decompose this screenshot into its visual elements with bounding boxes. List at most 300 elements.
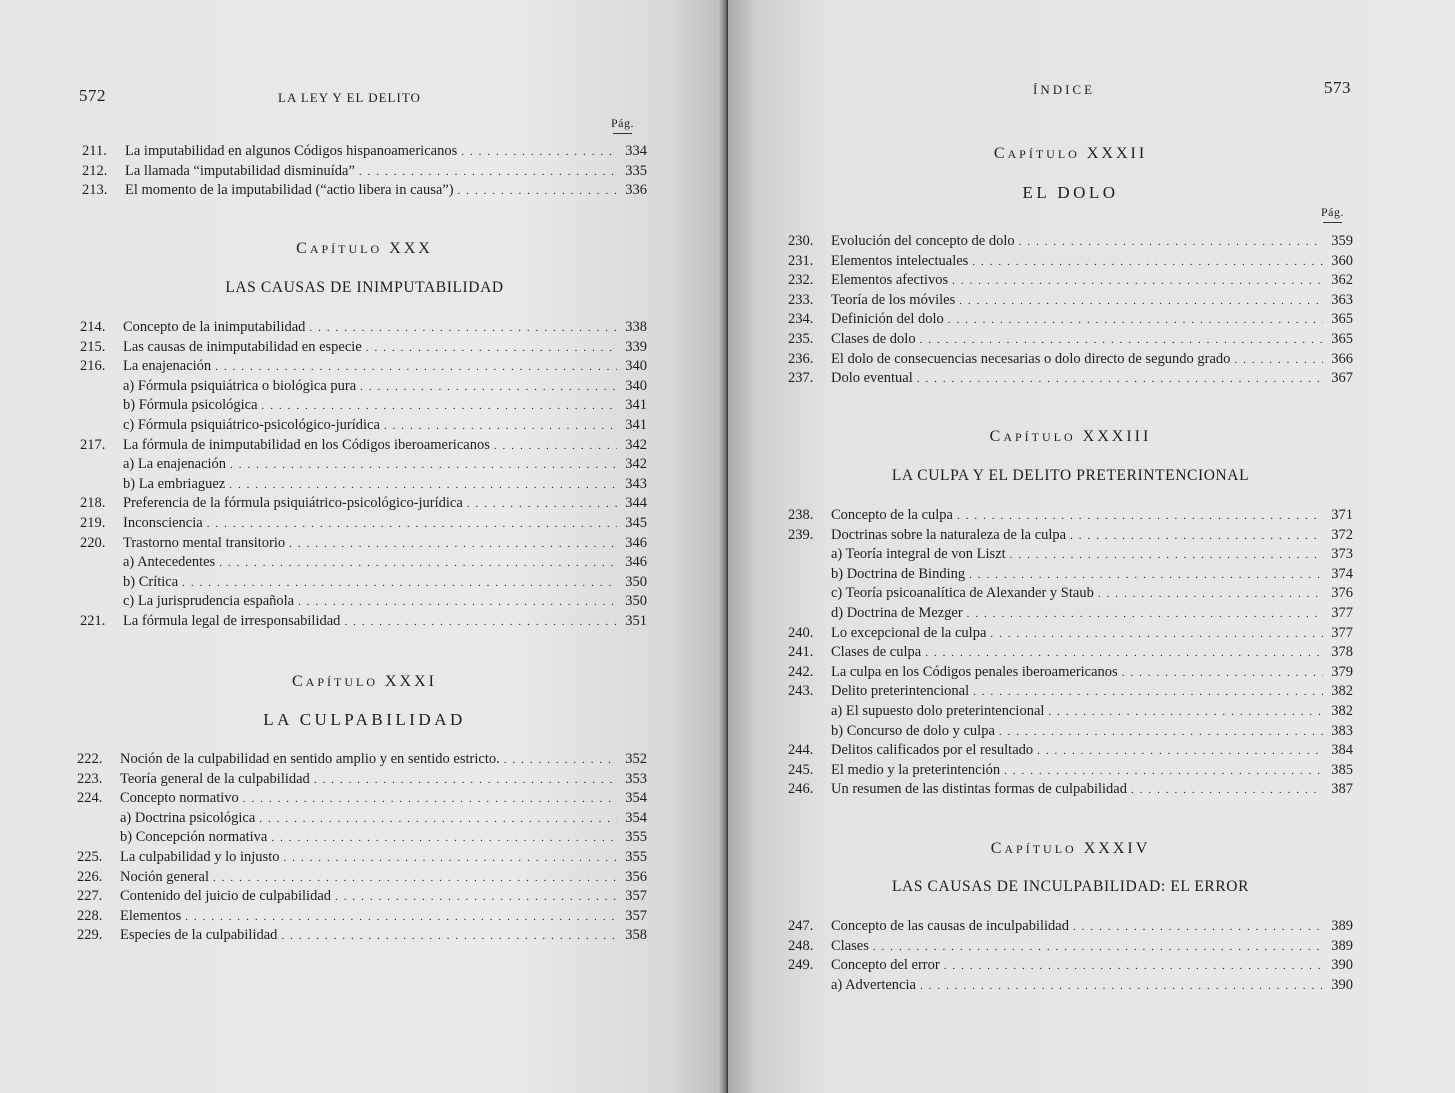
entry-page: 390 [1331, 957, 1353, 974]
toc-entry [788, 956, 1353, 976]
toc-entry [77, 750, 647, 770]
entry-title: b) Doctrina de Binding [831, 565, 966, 582]
entry-title: Doctrinas sobre la naturaleza de la culpa [831, 526, 1067, 543]
entry-page: 334 [625, 143, 647, 159]
chapter-heading [788, 145, 1353, 163]
entry-number: 232. [788, 272, 814, 289]
toc-entry [788, 761, 1353, 781]
chapter-label-initial: C [989, 428, 1004, 445]
entry-page: 336 [625, 182, 647, 199]
entry-page: 350 [625, 573, 647, 590]
toc-entry [77, 926, 647, 946]
toc-entry [80, 475, 647, 495]
entry-number: 237. [788, 370, 814, 387]
dot-leader [309, 319, 617, 339]
dot-leader [1122, 664, 1323, 684]
entry-page: 357 [625, 888, 647, 905]
entry-number: 226. [77, 868, 103, 885]
entry-number: 231. [788, 252, 814, 269]
toc-entry [788, 722, 1353, 742]
chapter-title: LA CULPA Y EL DELITO PRETERINTENCIONAL [891, 467, 1250, 484]
dot-leader [959, 292, 1323, 312]
chapter-heading [788, 840, 1353, 858]
chapter-title: LAS CAUSAS DE INCULPABILIDAD: EL ERROR [891, 878, 1250, 895]
chapter-label-initial: C [296, 240, 310, 257]
dot-leader [344, 613, 617, 633]
entry-number: 246. [788, 781, 814, 798]
entry-page: 354 [625, 809, 647, 826]
entry-number: 243. [788, 683, 814, 700]
chapter-numeral: XXX [389, 240, 433, 257]
entry-title: Concepto de las causas de inculpabilidad [831, 918, 1069, 934]
entry-number: 220. [80, 534, 106, 551]
entry-number: 215. [80, 338, 106, 355]
entry-page: 342 [625, 436, 647, 453]
entry-number: 223. [77, 770, 103, 787]
entry-title: b) La embriaguez [123, 475, 226, 492]
dot-leader [999, 723, 1323, 743]
dot-leader [920, 331, 1323, 351]
toc-entry [788, 369, 1353, 389]
dot-leader [314, 771, 617, 791]
entry-title: c) Fórmula psiquiátrico-psicológico-jurídica [123, 416, 380, 433]
toc-entry [80, 396, 647, 416]
entry-title: a) Fórmula psiquiátrica o biológica pura [123, 377, 357, 394]
entry-number: 219. [80, 514, 106, 531]
dot-leader [967, 605, 1323, 625]
dot-leader [925, 644, 1323, 664]
dot-leader [213, 869, 617, 889]
toc-entry [80, 592, 647, 612]
entry-page: 355 [625, 848, 647, 865]
entry-page: 354 [625, 790, 647, 807]
entry-title: El medio y la preterintención [831, 761, 1001, 778]
dot-leader [1073, 918, 1323, 938]
entry-title: Clases de dolo [831, 330, 916, 347]
toc-block-top [82, 142, 647, 201]
chapter-heading [788, 428, 1353, 446]
entry-title: Evolución del concepto de dolo [831, 233, 1015, 249]
entry-title: Delito preterintencional [831, 683, 970, 700]
entry-number: 235. [788, 330, 814, 347]
dot-leader [360, 378, 617, 398]
dot-leader [1048, 703, 1323, 723]
entry-page: 387 [1331, 781, 1353, 798]
entry-number: 229. [77, 927, 103, 944]
entry-page: 374 [1331, 565, 1353, 582]
toc-entry [788, 310, 1353, 330]
toc-block-ch31 [77, 750, 647, 946]
dot-leader [259, 810, 617, 830]
entry-page: 342 [625, 456, 647, 473]
toc-entry [77, 770, 647, 790]
dot-leader [283, 849, 617, 869]
entry-page: 341 [625, 397, 647, 414]
chapter-numeral: XXXIII [1082, 428, 1152, 445]
dot-leader [973, 683, 1323, 703]
entry-title: La fórmula de inimputabilidad en los Códigos iberoamericanos [123, 436, 490, 453]
entry-title: Delitos calificados por el resultado [831, 742, 1034, 759]
entry-page: 390 [1331, 976, 1353, 993]
entry-number: 241. [788, 644, 814, 661]
toc-block-ch32 [788, 232, 1353, 389]
entry-page: 365 [1331, 311, 1353, 328]
entry-page: 335 [625, 162, 647, 179]
dot-leader [990, 625, 1323, 645]
chapter-numeral: XXXI [385, 673, 437, 690]
dot-leader [1010, 546, 1323, 566]
entry-number: 218. [80, 495, 106, 512]
entry-title: Concepto normativo [120, 790, 239, 807]
entry-title: b) Fórmula psicológica [123, 397, 258, 414]
entry-number: 216. [80, 358, 106, 375]
dot-leader [289, 535, 617, 555]
entry-page: 389 [1331, 918, 1353, 934]
dot-leader [948, 311, 1323, 331]
toc-entry [788, 291, 1353, 311]
entry-page: 357 [625, 907, 647, 924]
toc-entry [77, 789, 647, 809]
chapter-label: APÍTULO [309, 242, 383, 256]
toc-entry [77, 907, 647, 927]
entry-page: 353 [625, 770, 647, 787]
dot-leader [957, 507, 1323, 527]
entry-title: La imputabilidad en algunos Códigos hispanoamericanos [125, 143, 458, 159]
chapter-title: LAS CAUSAS DE INIMPUTABILIDAD [225, 279, 504, 296]
running-head: LA LEY Y EL DELITO [278, 90, 421, 105]
toc-entry [82, 142, 647, 162]
entry-page: 378 [1331, 644, 1353, 661]
dot-leader [215, 358, 617, 378]
toc-entry [80, 338, 647, 358]
entry-page: 372 [1331, 526, 1353, 543]
chapter-heading [82, 673, 647, 691]
dot-leader [1004, 762, 1323, 782]
entry-number: 239. [788, 526, 814, 543]
entry-number: 245. [788, 761, 814, 778]
entry-number: 224. [77, 790, 103, 807]
toc-entry [788, 232, 1353, 252]
entry-number: 221. [80, 612, 106, 629]
entry-page: 373 [1331, 546, 1353, 563]
entry-title: b) Crítica [123, 573, 179, 590]
entry-title: b) Concepción normativa [120, 829, 268, 846]
toc-entry [788, 565, 1353, 585]
entry-title: c) Teoría psicoanalítica de Alexander y Staub [831, 585, 1094, 602]
chapter-label-initial: C [292, 673, 306, 690]
entry-title: Definición del dolo [831, 311, 944, 328]
dot-leader [972, 253, 1323, 273]
entry-number: 212. [82, 162, 108, 179]
entry-number: 213. [82, 182, 108, 199]
entry-title: a) El supuesto dolo preterintencional [831, 702, 1045, 719]
entry-page: 350 [625, 593, 647, 610]
entry-title: Elementos [120, 907, 182, 924]
entry-title: El momento de la imputabilidad (“actio libera in causa”) [125, 182, 454, 199]
dot-leader [230, 456, 617, 476]
chapter-heading [82, 240, 647, 258]
entry-page: 343 [625, 475, 647, 492]
entry-number: 228. [77, 907, 103, 924]
entry-title: Elementos afectivos [831, 272, 949, 289]
running-head: ÍNDICE [1033, 82, 1096, 97]
entry-page: 340 [625, 358, 647, 375]
entry-title: b) Concurso de dolo y culpa [831, 722, 995, 739]
toc-entry [80, 357, 647, 377]
dot-leader [494, 437, 617, 457]
entry-number: 236. [788, 350, 814, 367]
page-number: 573 [1324, 78, 1351, 97]
entry-title: Las causas de inimputabilidad en especie [123, 338, 362, 355]
toc-entry [788, 741, 1353, 761]
entry-title: La fórmula legal de irresponsabilidad [123, 612, 341, 629]
entry-title: El dolo de consecuencias necesarias o dolo directo de segundo grado [831, 350, 1231, 367]
entry-number: 247. [788, 918, 814, 934]
dot-leader [1098, 585, 1323, 605]
entry-page: 382 [1331, 683, 1353, 700]
entry-title: a) La enajenación [123, 456, 227, 473]
chapter-numeral: XXXII [1086, 145, 1148, 162]
entry-page: 382 [1331, 702, 1353, 719]
toc-entry [788, 702, 1353, 722]
toc-entry [788, 584, 1353, 604]
toc-entry [788, 271, 1353, 291]
toc-entry [80, 318, 647, 338]
dot-leader [1070, 527, 1323, 547]
entry-title: La llamada “imputabilidad disminuída” [125, 162, 355, 179]
toc-entry [80, 377, 647, 397]
toc-entry [788, 604, 1353, 624]
toc-entry [82, 162, 647, 182]
entry-number: 211. [82, 143, 107, 159]
entry-number: 242. [788, 663, 814, 680]
page-number: 572 [79, 86, 106, 105]
entry-number: 234. [788, 311, 814, 328]
entry-number: 230. [788, 233, 814, 249]
entry-title: Dolo eventual [831, 370, 913, 387]
chapter-label: APÍTULO [305, 675, 378, 689]
dot-leader [969, 566, 1323, 586]
entry-page: 377 [1331, 624, 1353, 641]
entry-page: 338 [625, 319, 647, 335]
chapter-title: EL DOLO [1022, 183, 1119, 202]
entry-page: 351 [625, 612, 647, 629]
entry-page: 352 [625, 751, 647, 767]
entry-page: 355 [625, 829, 647, 846]
entry-title: Contenido del juicio de culpabilidad [120, 888, 332, 905]
entry-page: 360 [1331, 252, 1353, 269]
entry-title: Clases de culpa [831, 644, 922, 661]
dot-leader [219, 554, 617, 574]
toc-entry [77, 868, 647, 888]
entry-page: 345 [625, 514, 647, 531]
toc-entry [788, 545, 1353, 565]
entry-page: 340 [625, 377, 647, 394]
toc-entry [788, 780, 1353, 800]
entry-number: 233. [788, 291, 814, 308]
chapter-label-initial: C [990, 840, 1005, 857]
right-page [728, 0, 1455, 1093]
dot-leader [1131, 781, 1323, 801]
dot-leader [262, 397, 617, 417]
entry-title: Clases [831, 937, 869, 954]
entry-title: La enajenación [123, 358, 212, 375]
entry-page: 356 [625, 868, 647, 885]
entry-page: 371 [1331, 507, 1353, 523]
dot-leader [1234, 351, 1323, 371]
entry-page: 379 [1331, 663, 1353, 680]
entry-title: Teoría de los móviles [831, 291, 956, 308]
toc-entry [77, 828, 647, 848]
toc-entry [788, 252, 1353, 272]
dot-leader [458, 182, 617, 202]
toc-entry [80, 494, 647, 514]
entry-title: Concepto del error [831, 957, 940, 974]
toc-entry [788, 506, 1353, 526]
entry-page: 359 [1331, 233, 1353, 249]
toc-entry [80, 514, 647, 534]
entry-page: 341 [625, 416, 647, 433]
entry-title: Concepto de la inimputabilidad [123, 319, 306, 335]
dot-leader [1037, 742, 1323, 762]
entry-page: 385 [1331, 761, 1353, 778]
toc-entry [80, 553, 647, 573]
dot-leader [504, 751, 617, 771]
toc-entry [788, 624, 1353, 644]
entry-title: Trastorno mental transitorio [123, 534, 286, 551]
dot-leader [182, 574, 617, 594]
entry-page: 346 [625, 554, 647, 571]
entry-number: 248. [788, 937, 814, 954]
entry-title: d) Doctrina de Mezger [831, 604, 963, 621]
entry-number: 217. [80, 436, 106, 453]
toc-entry [788, 643, 1353, 663]
toc-entry [788, 330, 1353, 350]
entry-number: 227. [77, 888, 103, 905]
chapter-label-initial: C [993, 145, 1008, 162]
toc-entry [82, 181, 647, 201]
dot-leader [917, 370, 1323, 390]
toc-block-ch33 [788, 506, 1353, 800]
toc-entry [80, 612, 647, 632]
chapter-label: APÍTULO [1003, 430, 1076, 444]
toc-entry [77, 848, 647, 868]
dot-leader [873, 938, 1323, 958]
dot-leader [384, 417, 617, 437]
entry-page: 384 [1331, 742, 1353, 759]
entry-title: Noción general [120, 868, 209, 885]
toc-entry [788, 976, 1353, 996]
toc-entry [788, 526, 1353, 546]
dot-leader [359, 163, 617, 183]
entry-number: 225. [77, 848, 103, 865]
toc-entry [788, 682, 1353, 702]
pag-label: Pág. [611, 116, 634, 130]
entry-number: 240. [788, 624, 814, 641]
toc-entry [788, 350, 1353, 370]
entry-title: a) Doctrina psicológica [120, 809, 256, 826]
entry-title: La culpabilidad y lo injusto [120, 848, 280, 865]
entry-page: 367 [1331, 370, 1353, 387]
entry-title: Concepto de la culpa [831, 507, 953, 523]
toc-entry [80, 416, 647, 436]
dot-leader [461, 143, 617, 163]
dot-leader [467, 495, 617, 515]
toc-entry [80, 436, 647, 456]
entry-page: 365 [1331, 330, 1353, 347]
toc-entry [80, 534, 647, 554]
toc-block-ch30 [80, 318, 647, 632]
entry-page: 346 [625, 534, 647, 551]
chapter-numeral: XXXIV [1083, 840, 1151, 857]
toc-entry [80, 455, 647, 475]
entry-page: 366 [1331, 350, 1353, 367]
entry-page: 376 [1331, 585, 1353, 602]
dot-leader [920, 977, 1323, 997]
chapter-label: APÍTULO [1007, 147, 1080, 161]
entry-title: a) Teoría integral de von Liszt [831, 546, 1006, 563]
entry-title: Elementos intelectuales [831, 252, 969, 269]
entry-page: 362 [1331, 272, 1353, 289]
entry-title: Inconsciencia [123, 514, 203, 531]
toc-entry [788, 937, 1353, 957]
entry-title: c) La jurisprudencia española [123, 593, 295, 610]
entry-page: 358 [625, 927, 647, 944]
dot-leader [207, 515, 617, 535]
entry-number: 249. [788, 957, 814, 974]
toc-block-ch34 [788, 917, 1353, 995]
entry-number: 222. [77, 751, 103, 767]
toc-entry [80, 573, 647, 593]
entry-page: 377 [1331, 604, 1353, 621]
entry-page: 339 [625, 338, 647, 355]
dot-leader [271, 829, 617, 849]
dot-leader [185, 908, 617, 928]
dot-leader [281, 927, 617, 947]
entry-title: a) Advertencia [831, 976, 916, 993]
chapter-title: LA CULPABILIDAD [263, 710, 466, 729]
toc-entry [788, 663, 1353, 683]
dot-leader [243, 790, 617, 810]
entry-title: Lo excepcional de la culpa [831, 624, 987, 641]
entry-page: 363 [1331, 291, 1353, 308]
toc-entry [77, 887, 647, 907]
entry-number: 214. [80, 319, 106, 335]
entry-title: Preferencia de la fórmula psiquiátrico-psicológico-jurídica [123, 495, 463, 512]
entry-title: Noción de la culpabilidad en sentido amplio y en sentido estricto. [120, 751, 500, 767]
toc-entry [77, 809, 647, 829]
chapter-label: APÍTULO [1004, 842, 1077, 856]
toc-entry [788, 917, 1353, 937]
entry-page: 389 [1331, 937, 1353, 954]
entry-page: 383 [1331, 722, 1353, 739]
dot-leader [366, 339, 617, 359]
dot-leader [1019, 233, 1323, 253]
entry-title: Teoría general de la culpabilidad [120, 770, 310, 787]
entry-title: Un resumen de las distintas formas de culpabilidad [831, 781, 1127, 798]
entry-title: a) Antecedentes [123, 554, 216, 571]
entry-title: Especies de la culpabilidad [120, 927, 278, 944]
dot-leader [952, 272, 1323, 292]
entry-number: 238. [788, 507, 814, 523]
pag-label: Pág. [1321, 205, 1344, 219]
dot-leader [944, 957, 1323, 977]
entry-number: 244. [788, 742, 814, 759]
dot-leader [298, 593, 617, 613]
entry-page: 344 [625, 495, 647, 512]
dot-leader [335, 888, 617, 908]
entry-title: La culpa en los Códigos penales iberoamericanos [831, 663, 1118, 680]
